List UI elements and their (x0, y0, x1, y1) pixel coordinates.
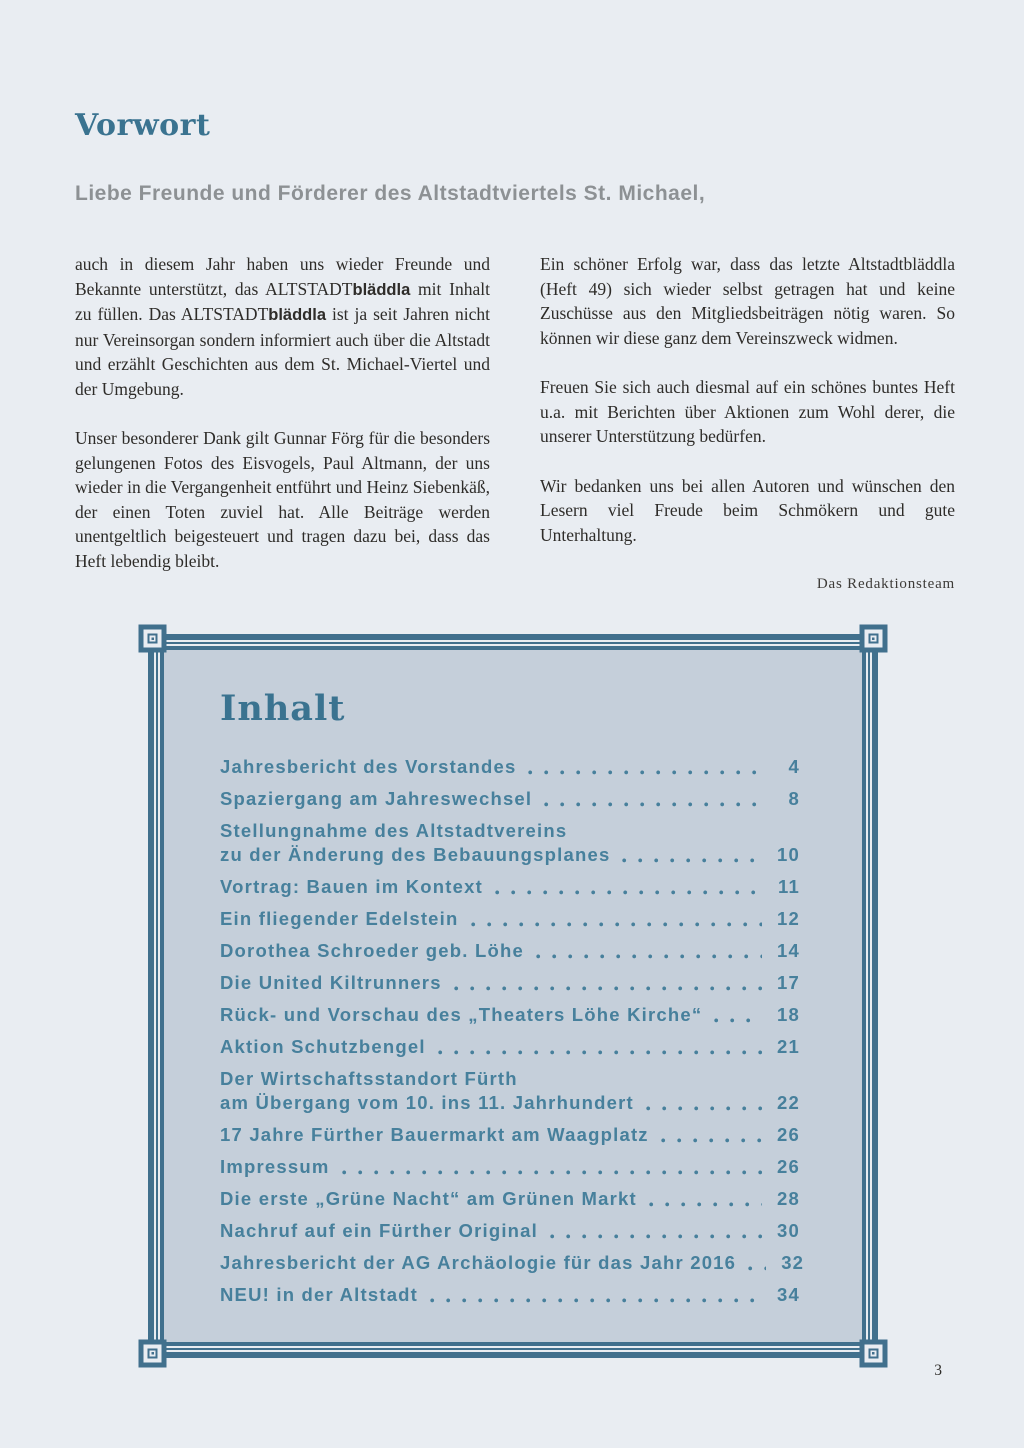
paragraph: Freuen Sie sich auch diesmal auf ein schönes buntes Heft u.a. mit Berichten über Aktionen zum Wohl derer, die unserer Unterstützung bedürfen. (540, 377, 955, 446)
toc-item (220, 1035, 800, 1059)
toc-entry-title: Nachruf auf ein Fürther Original (220, 1220, 538, 1241)
dot-leader (544, 802, 762, 807)
toc-entry-page: 8 (788, 788, 800, 809)
dot-leader (342, 1170, 762, 1175)
toc-entry-page: 34 (777, 1284, 800, 1305)
toc-entry-page: 10 (777, 844, 800, 865)
toc-entry-title: Rück- und Vorschau des „Theaters Löhe Kirche“ (220, 1004, 703, 1025)
toc-entry-title: Vortrag: Bauen im Kontext (220, 876, 483, 897)
toc-entry-title: am Übergang vom 10. ins 11. Jahrhundert (220, 1092, 634, 1113)
toc-entry-title: Ein fliegender Edelstein (220, 908, 459, 929)
toc-item (220, 1003, 800, 1027)
toc-entry-title: NEU! in der Altstadt (220, 1284, 419, 1305)
dot-leader (646, 1106, 762, 1111)
greek-key-corner-icon (840, 1320, 888, 1368)
dot-leader (471, 922, 762, 927)
toc-item (220, 1283, 800, 1307)
dot-leader (536, 954, 762, 959)
toc-item (220, 787, 800, 811)
toc-entry-title: Die United Kiltrunners (220, 972, 442, 993)
toc-entry-title: Jahresbericht der AG Archäologie für das Jahr 2016 (220, 1252, 737, 1273)
toc-item (220, 1155, 800, 1179)
toc-entry-title: 17 Jahre Fürther Bauermarkt am Waagplatz (220, 1124, 649, 1145)
dot-leader (649, 1202, 762, 1207)
toc-entry-page: 14 (777, 940, 800, 961)
greek-key-corner-icon (138, 1320, 186, 1368)
toc-entry-title: Dorothea Schroeder geb. Löhe (220, 940, 524, 961)
toc-item (220, 971, 800, 995)
dot-leader (748, 1266, 766, 1271)
table-of-contents-box (148, 634, 878, 1358)
dot-leader (550, 1234, 762, 1239)
toc-item (220, 1123, 800, 1147)
toc-item (220, 755, 800, 779)
dot-leader (661, 1138, 762, 1143)
toc-entry-page: 11 (778, 876, 800, 897)
toc-entry-page: 21 (777, 1036, 800, 1057)
dot-leader (622, 858, 762, 863)
toc-entry-title: Spaziergang am Jahreswechsel (220, 788, 533, 809)
intro-right-column (540, 252, 955, 597)
toc-entry-page: 4 (788, 756, 800, 777)
paragraph: Wir bedanken uns bei allen Autoren und wünschen den Lesern viel Freude beim Schmökern und gute Unterhaltung. (540, 475, 955, 545)
dot-leader (430, 1298, 762, 1303)
toc-list (220, 755, 805, 1307)
toc-entry-page: 12 (777, 908, 800, 929)
toc-entry-title: Aktion Schutzbengel (220, 1036, 426, 1057)
toc-item (220, 1251, 805, 1275)
toc-entry-title: Stellungnahme des Altstadtvereins (220, 820, 568, 841)
toc-entry-page: 26 (777, 1156, 800, 1177)
intro-text-columns (75, 252, 955, 597)
toc-item (220, 939, 800, 963)
intro-left-column (75, 252, 490, 597)
greek-key-corner-icon (840, 624, 888, 672)
toc-entry-page: 17 (777, 972, 800, 993)
toc-entry-title: Die erste „Grüne Nacht“ am Grünen Markt (220, 1188, 637, 1209)
dot-leader (438, 1050, 762, 1055)
salutation-line: Liebe Freunde und Förderer des Altstadtviertels St. Michael, (75, 182, 706, 205)
dot-leader (714, 1018, 762, 1023)
toc-entry-page: 32 (781, 1252, 805, 1273)
dot-leader (454, 986, 762, 991)
dot-leader (528, 770, 762, 775)
toc-entry-page: 22 (777, 1092, 800, 1113)
toc-heading: Inhalt (220, 688, 346, 729)
paragraph: Unser besonderer Dank gilt Gunnar Förg für die besonders gelungenen Fotos des Eisvogels, Paul Altmann, der uns wieder in die Vergangenheit entführt und Heinz Siebenkäß, der einen Toten zuviel hat. Alle Beiträge werden unentgeltlich beigesteuert und tragen dazu bei, dass das Heft lebendig bleibt. (75, 428, 490, 571)
toc-entry-title: zu der Änderung des Bebauungsplanes (220, 844, 611, 865)
page-number: 3 (934, 1362, 942, 1379)
toc-entry-page: 18 (777, 1004, 800, 1025)
toc-entry-title: Impressum (220, 1156, 330, 1177)
page-title: Vorwort (75, 108, 211, 143)
toc-entry-page: 28 (777, 1188, 800, 1209)
toc-item (220, 875, 800, 899)
toc-content (164, 650, 862, 1342)
toc-item (220, 1187, 800, 1211)
toc-item (220, 1219, 800, 1243)
toc-item (220, 907, 800, 931)
toc-entry-title: Der Wirtschaftsstandort Fürth (220, 1068, 518, 1089)
toc-item (220, 819, 800, 867)
editorial-signature: Das Redaktionsteam (816, 576, 955, 592)
toc-item (220, 1067, 800, 1115)
paragraph: Ein schöner Erfolg war, dass das letzte Altstadtbläddla (Heft 49) sich wieder selbst getragen hat und keine Zuschüsse aus den Mitgliedsbeiträgen nötig waren. So können wir diese ganz dem Vereinszweck widmen. (540, 254, 955, 348)
paragraph: auch in diesem Jahr haben uns wieder Freunde und Bekannte unterstützt, das ALTSTADTbläddla mit Inhalt zu füllen. Das ALTSTADTbläddla ist ja seit Jahren nicht nur Vereinsorgan sondern informiert auch über die Altstadt und erzählt Geschichten aus dem St. Michael-Viertel und der Umgebung. (75, 254, 490, 399)
toc-entry-page: 30 (777, 1220, 800, 1241)
dot-leader (495, 890, 762, 895)
toc-entry-title: Jahresbericht des Vorstandes (220, 756, 517, 777)
toc-entry-page: 26 (777, 1124, 800, 1145)
greek-key-corner-icon (138, 624, 186, 672)
